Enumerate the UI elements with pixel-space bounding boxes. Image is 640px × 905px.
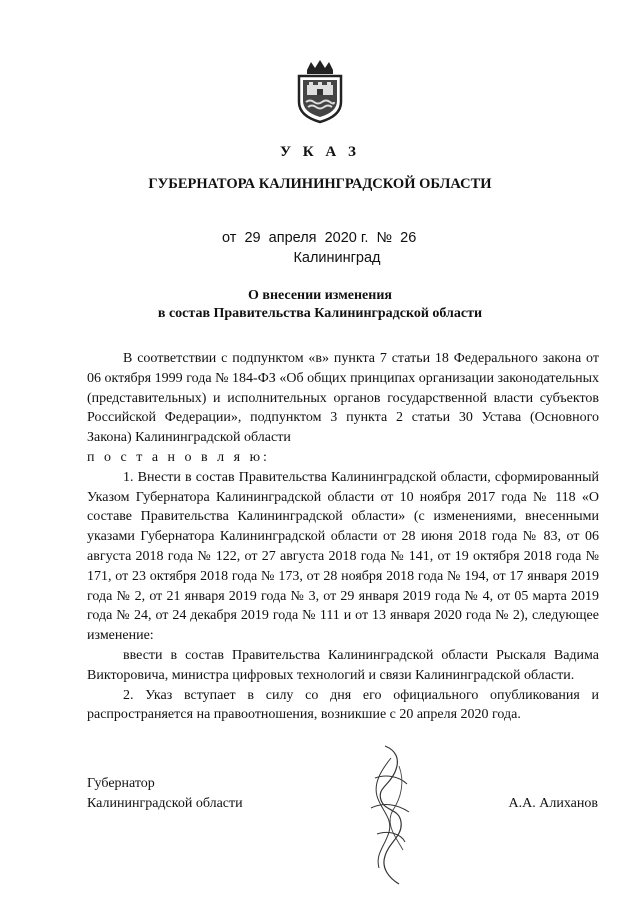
decree-body — [87, 349, 599, 725]
clause-2: 2. Указ вступает в силу со дня его официального опубликования и распространяется на правоотношения, возникшие с 20 апреля 2020 года. — [87, 687, 599, 723]
signatory-title — [87, 774, 243, 814]
signatory-title-line-2: Калининградской области — [87, 796, 243, 811]
preamble-paragraph: В соответствии с подпунктом «в» пункта 7 статьи 18 Федерального закона от 06 октября 1999 года № 184-ФЗ «Об общих принципах организации законодательных (представительных) и исполнительных органов государственной власти субъектов Российской Федерации», подпунктом 3 пункта 2 статьи 30 Устава (Основного Закона) Калининградской области — [87, 351, 599, 446]
decree-subject — [0, 287, 640, 323]
number-sign: № — [376, 230, 393, 246]
document-type: У К А З — [280, 144, 360, 160]
signatory-name: А.А. Алиханов — [508, 796, 598, 811]
date-month: апреля — [268, 230, 317, 246]
kaliningrad-coat-of-arms-icon — [295, 58, 345, 124]
signatory-title-line-1: Губернатор — [87, 776, 155, 791]
subject-line-2: в состав Правительства Калининградской области — [157, 306, 483, 321]
date-day: 29 — [244, 230, 261, 246]
date-prefix: от — [222, 230, 237, 246]
clause-1: 1. Внести в состав Правительства Калининградской области, сформированный Указом Губернатора Калининградской области от 10 ноября 2017 года № 118 «О составе Правительства Калининградской области» (с изменениями, внесенными указами Губернатора Калининградской области от 28 июня 2018 года № 83, от 06 августа 2018 года № 122, от 27 августа 2018 года № 141, от 19 октября 2018 года № 171, от 23 октября 2018 года № 173, от 28 ноября 2018 года № 194, от 17 января 2019 года № 2, от 21 января 2019 года № 3, от 29 января 2019 года № 4, от 05 марта 2019 года № 24, от 24 декабря 2019 года № 111 и от 13 января 2020 года № 2), следующее изменение: — [87, 469, 599, 644]
date-number-line — [222, 230, 416, 246]
decree-number: 26 — [400, 230, 417, 246]
city: Калининград — [293, 250, 381, 266]
resolution-word: п о с т а н о в л я ю: — [87, 449, 270, 465]
subject-line-1: О внесении изменения — [248, 288, 392, 303]
date-year: 2020 г. — [324, 230, 369, 246]
clause-1-change: ввести в состав Правительства Калининградской области Рыскаля Вадима Викторовича, министра цифровых технологий и связи Калининградской области. — [87, 647, 599, 683]
issuing-authority: ГУБЕРНАТОРА КАЛИНИНГРАДСКОЙ ОБЛАСТИ — [148, 176, 492, 192]
handwritten-signature — [355, 738, 425, 888]
